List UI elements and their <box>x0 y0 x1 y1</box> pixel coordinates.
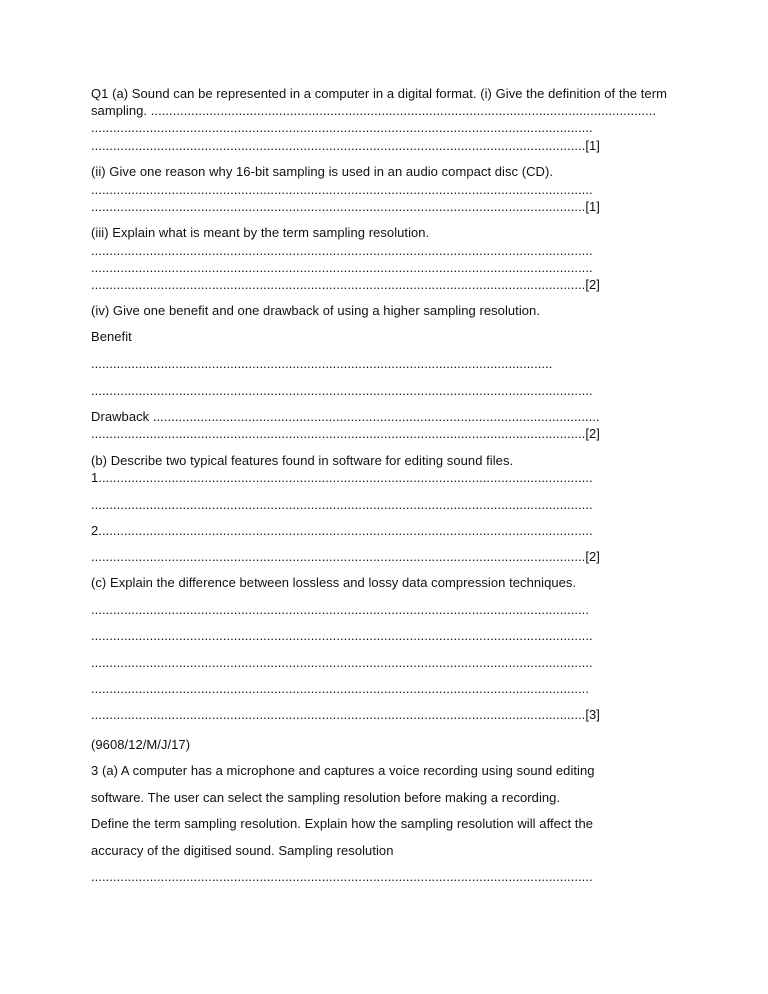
answer-line: ......................................................................................................................................... <box>91 869 593 884</box>
answer-line-mark: .......................................................................................................................................[1] <box>91 138 600 153</box>
q3a-question: Define the term sampling resolution. Explain how the sampling resolution will affect the <box>91 816 594 831</box>
answer-line: .............................................................................................................................. <box>91 356 553 371</box>
answer-line: ........................................................................................................................................ <box>91 602 590 617</box>
q1a-iv-question: (iv) Give one benefit and one drawback of using a higher sampling resolution. <box>91 303 540 318</box>
answer-line: ......................................................................................................................................... <box>91 655 593 670</box>
answer-line-mark: .......................................................................................................................................[2] <box>91 549 600 564</box>
answer-line: 2....................................................................................................................................... <box>91 523 593 538</box>
paper-reference: (9608/12/M/J/17) <box>91 737 191 752</box>
answer-line: ......................................................................................................................................... <box>91 260 593 275</box>
answer-line: ......................................................................................................................................... <box>91 243 593 258</box>
benefit-label: Benefit <box>91 329 132 344</box>
q1c-question: (c) Explain the difference between lossless and lossy data compression techniques. <box>91 575 577 590</box>
q3a-question: 3 (a) A computer has a microphone and captures a voice recording using sound editing <box>91 763 595 778</box>
drawback-line: Drawback .......................................................................................................................... <box>91 409 600 424</box>
q1a-ii-question: (ii) Give one reason why 16-bit sampling is used in an audio compact disc (CD). <box>91 164 554 179</box>
answer-line: ......................................................................................................................................... <box>91 628 593 643</box>
answer-line-mark: .......................................................................................................................................[2] <box>91 426 600 441</box>
answer-line: ........................................................................................................................................ <box>91 681 590 696</box>
q1a-iii-question: (iii) Explain what is meant by the term sampling resolution. <box>91 225 430 240</box>
answer-line: ......................................................................................................................................... <box>91 497 593 512</box>
answer-line-mark: .......................................................................................................................................[2] <box>91 277 600 292</box>
q1b-question: (b) Describe two typical features found in software for editing sound files. <box>91 453 514 468</box>
answer-line: ......................................................................................................................................... <box>91 383 593 398</box>
q3a-question: software. The user can select the sampling resolution before making a recording. <box>91 790 561 805</box>
answer-line: sampling. .......................................................................................................................................... <box>91 103 657 118</box>
q3a-question: accuracy of the digitised sound. Sampling resolution <box>91 843 394 858</box>
q1a-i-question: Q1 (a) Sound can be represented in a computer in a digital format. (i) Give the definition of the term <box>91 86 667 101</box>
answer-line-mark: .......................................................................................................................................[3] <box>91 707 600 722</box>
answer-line: 1....................................................................................................................................... <box>91 470 593 485</box>
answer-line: ......................................................................................................................................... <box>91 182 593 197</box>
answer-line-mark: .......................................................................................................................................[1] <box>91 199 600 214</box>
answer-line: ......................................................................................................................................... <box>91 120 593 135</box>
